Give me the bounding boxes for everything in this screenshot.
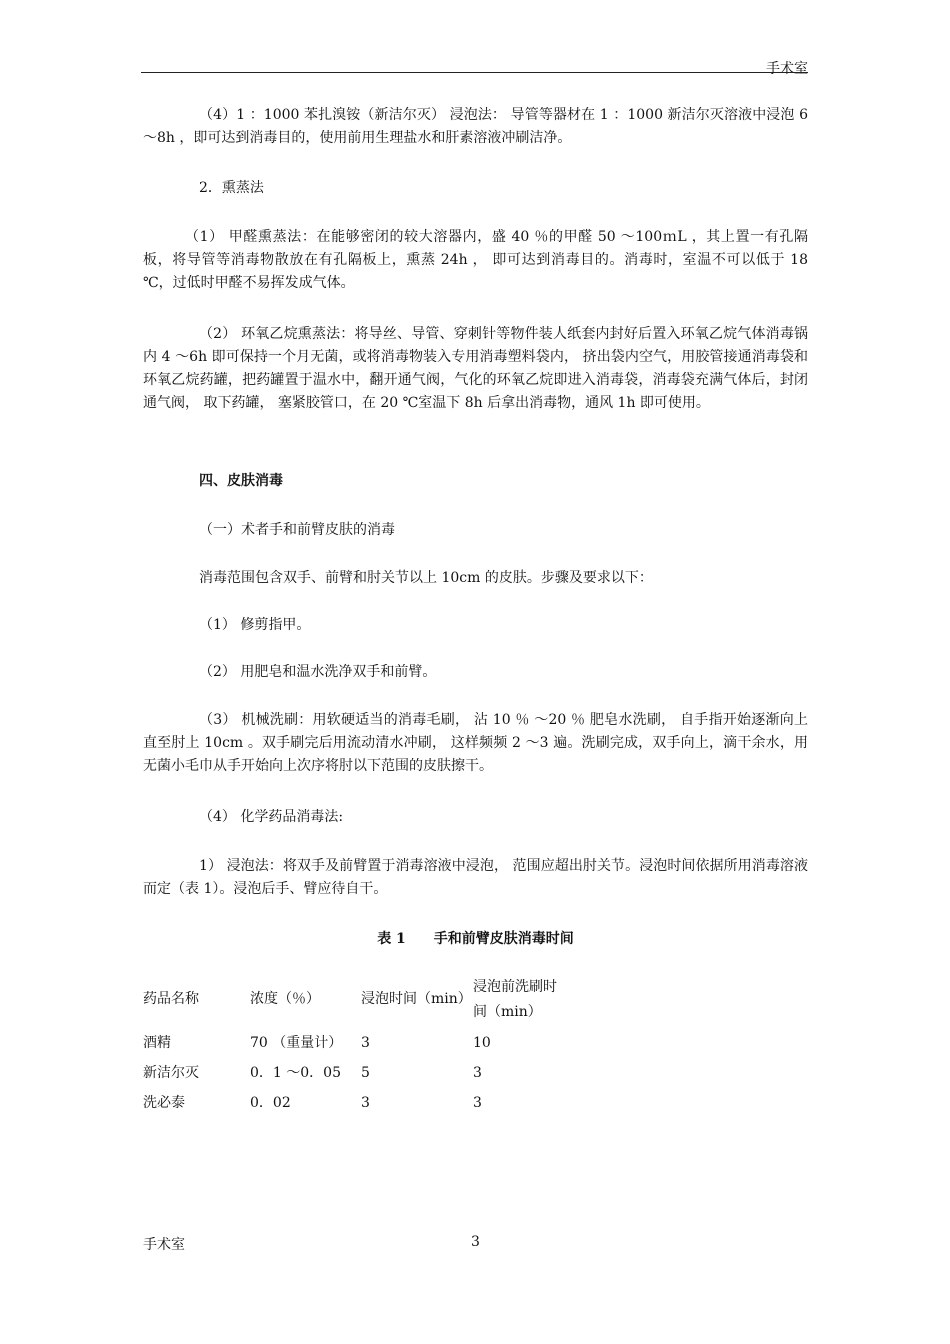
step-wash: （2） 用肥皂和温水洗净双手和前臂。 [199,664,437,680]
paragraph-benzalkonium: （4）1 ：1000 苯扎溴铵（新洁尔灭） 浸泡法： 导管等器材在 1 ：1000 新洁尔灭溶液中浸泡 6 ～8h ，即可达到消毒目的，使用前用生理盐水和肝素溶液冲刷洁净。 [143,107,808,146]
table-cell-drug: 酒精 [143,1035,171,1051]
table-caption: 表 1 手和前臂皮肤消毒时间 [377,931,574,947]
step-chemical-disinfection: （4） 化学药品消毒法: [199,809,344,825]
table-header-prewash-time-line2: 间（min） [473,1004,542,1020]
table-header-soak-time: 浸泡时间（min） [361,991,472,1007]
paragraph-soaking-method: 1） 浸泡法：将双手及前臂置于消毒溶液中浸泡， 范围应超出肘关节。浸泡时间依据所用消毒溶液而定（表 1）。浸泡后手、臂应待自干。 [143,858,808,897]
table-cell-concentration: 0．1 ～0．05 [250,1065,341,1081]
header-rule [141,72,808,73]
section-heading-skin-disinfection: 四、皮肤消毒 [199,473,283,489]
paragraph-ethylene-oxide: （2） 环氧乙烷熏蒸法：将导丝、导管、穿刺针等物件装人纸套内封好后置入环氧乙烷气体消毒锅内 4 ～6h 即可保持一个月无菌，或将消毒物装入专用消毒塑料袋内， 挤出袋内空气，用胶管接通消毒袋和环氧乙烷药罐，把药罐置于温水中，翻开通气阀，气化的环氧乙烷即进入消毒袋，消毒袋充满气体后，封闭通气阀， 取下药罐， 塞紧胶管口，在 20 ℃室温下 8h 后拿出消毒物，通风 1h 即可使用。 [143,326,808,411]
page-number: 3 [471,1234,480,1250]
paragraph-formaldehyde: （1） 甲醛熏蒸法：在能够密闭的较大溶器内，盛 40 ％的甲醛 50 ～100ｍL ，其上置一有孔隔板，将导管等消毒物散放在有孔隔板上，熏蒸 24h ， 即可达到消毒目的。消毒时，室温不可以低于 18 ℃，过低时甲醛不易挥发成气体。 [143,229,808,291]
table-cell-prewash-time: 3 [473,1095,482,1111]
step-mechanical-scrub: （3） 机械洗刷：用软硬适当的消毒毛刷， 沾 10 ％ ～20 ％ 肥皂水洗刷， 自手指开始逐渐向上直至肘上 10cm 。双手刷完后用流动清水冲刷， 这样频频 2 ～3 遍。洗刷完成，双手向上，滴干余水，用无菌小毛巾从手开始向上次序将肘以下范围的皮肤擦干。 [143,712,808,774]
section-heading-fumigation: 2．熏蒸法 [199,180,264,196]
table-cell-prewash-time: 3 [473,1065,482,1081]
table-header-prewash-time-line1: 浸泡前洗刷时 [473,979,557,995]
paragraph-scope: 消毒范围包含双手、前臂和肘关节以上 10cm 的皮肤。步骤及要求以下： [199,570,653,586]
table-cell-prewash-time: 10 [473,1035,491,1051]
table-cell-concentration: 0．02 [250,1095,291,1111]
table-header-concentration: 浓度（％） [250,991,320,1007]
table-cell-soak-time: 3 [361,1035,370,1051]
table-cell-soak-time: 5 [361,1065,370,1081]
step-trim-nails: （1） 修剪指甲。 [199,617,311,633]
table-header-drug-name: 药品名称 [143,991,199,1007]
page-footer-label: 手术室 [143,1237,185,1253]
table-cell-drug: 洗必泰 [143,1095,185,1111]
subsection-heading-hand-forearm: （一）术者手和前臂皮肤的消毒 [199,522,395,538]
table-cell-soak-time: 3 [361,1095,370,1111]
table-cell-concentration: 70 （重量计） [250,1035,343,1051]
table-cell-drug: 新洁尔灭 [143,1065,199,1081]
page-header-title: 手术室 [766,61,808,77]
